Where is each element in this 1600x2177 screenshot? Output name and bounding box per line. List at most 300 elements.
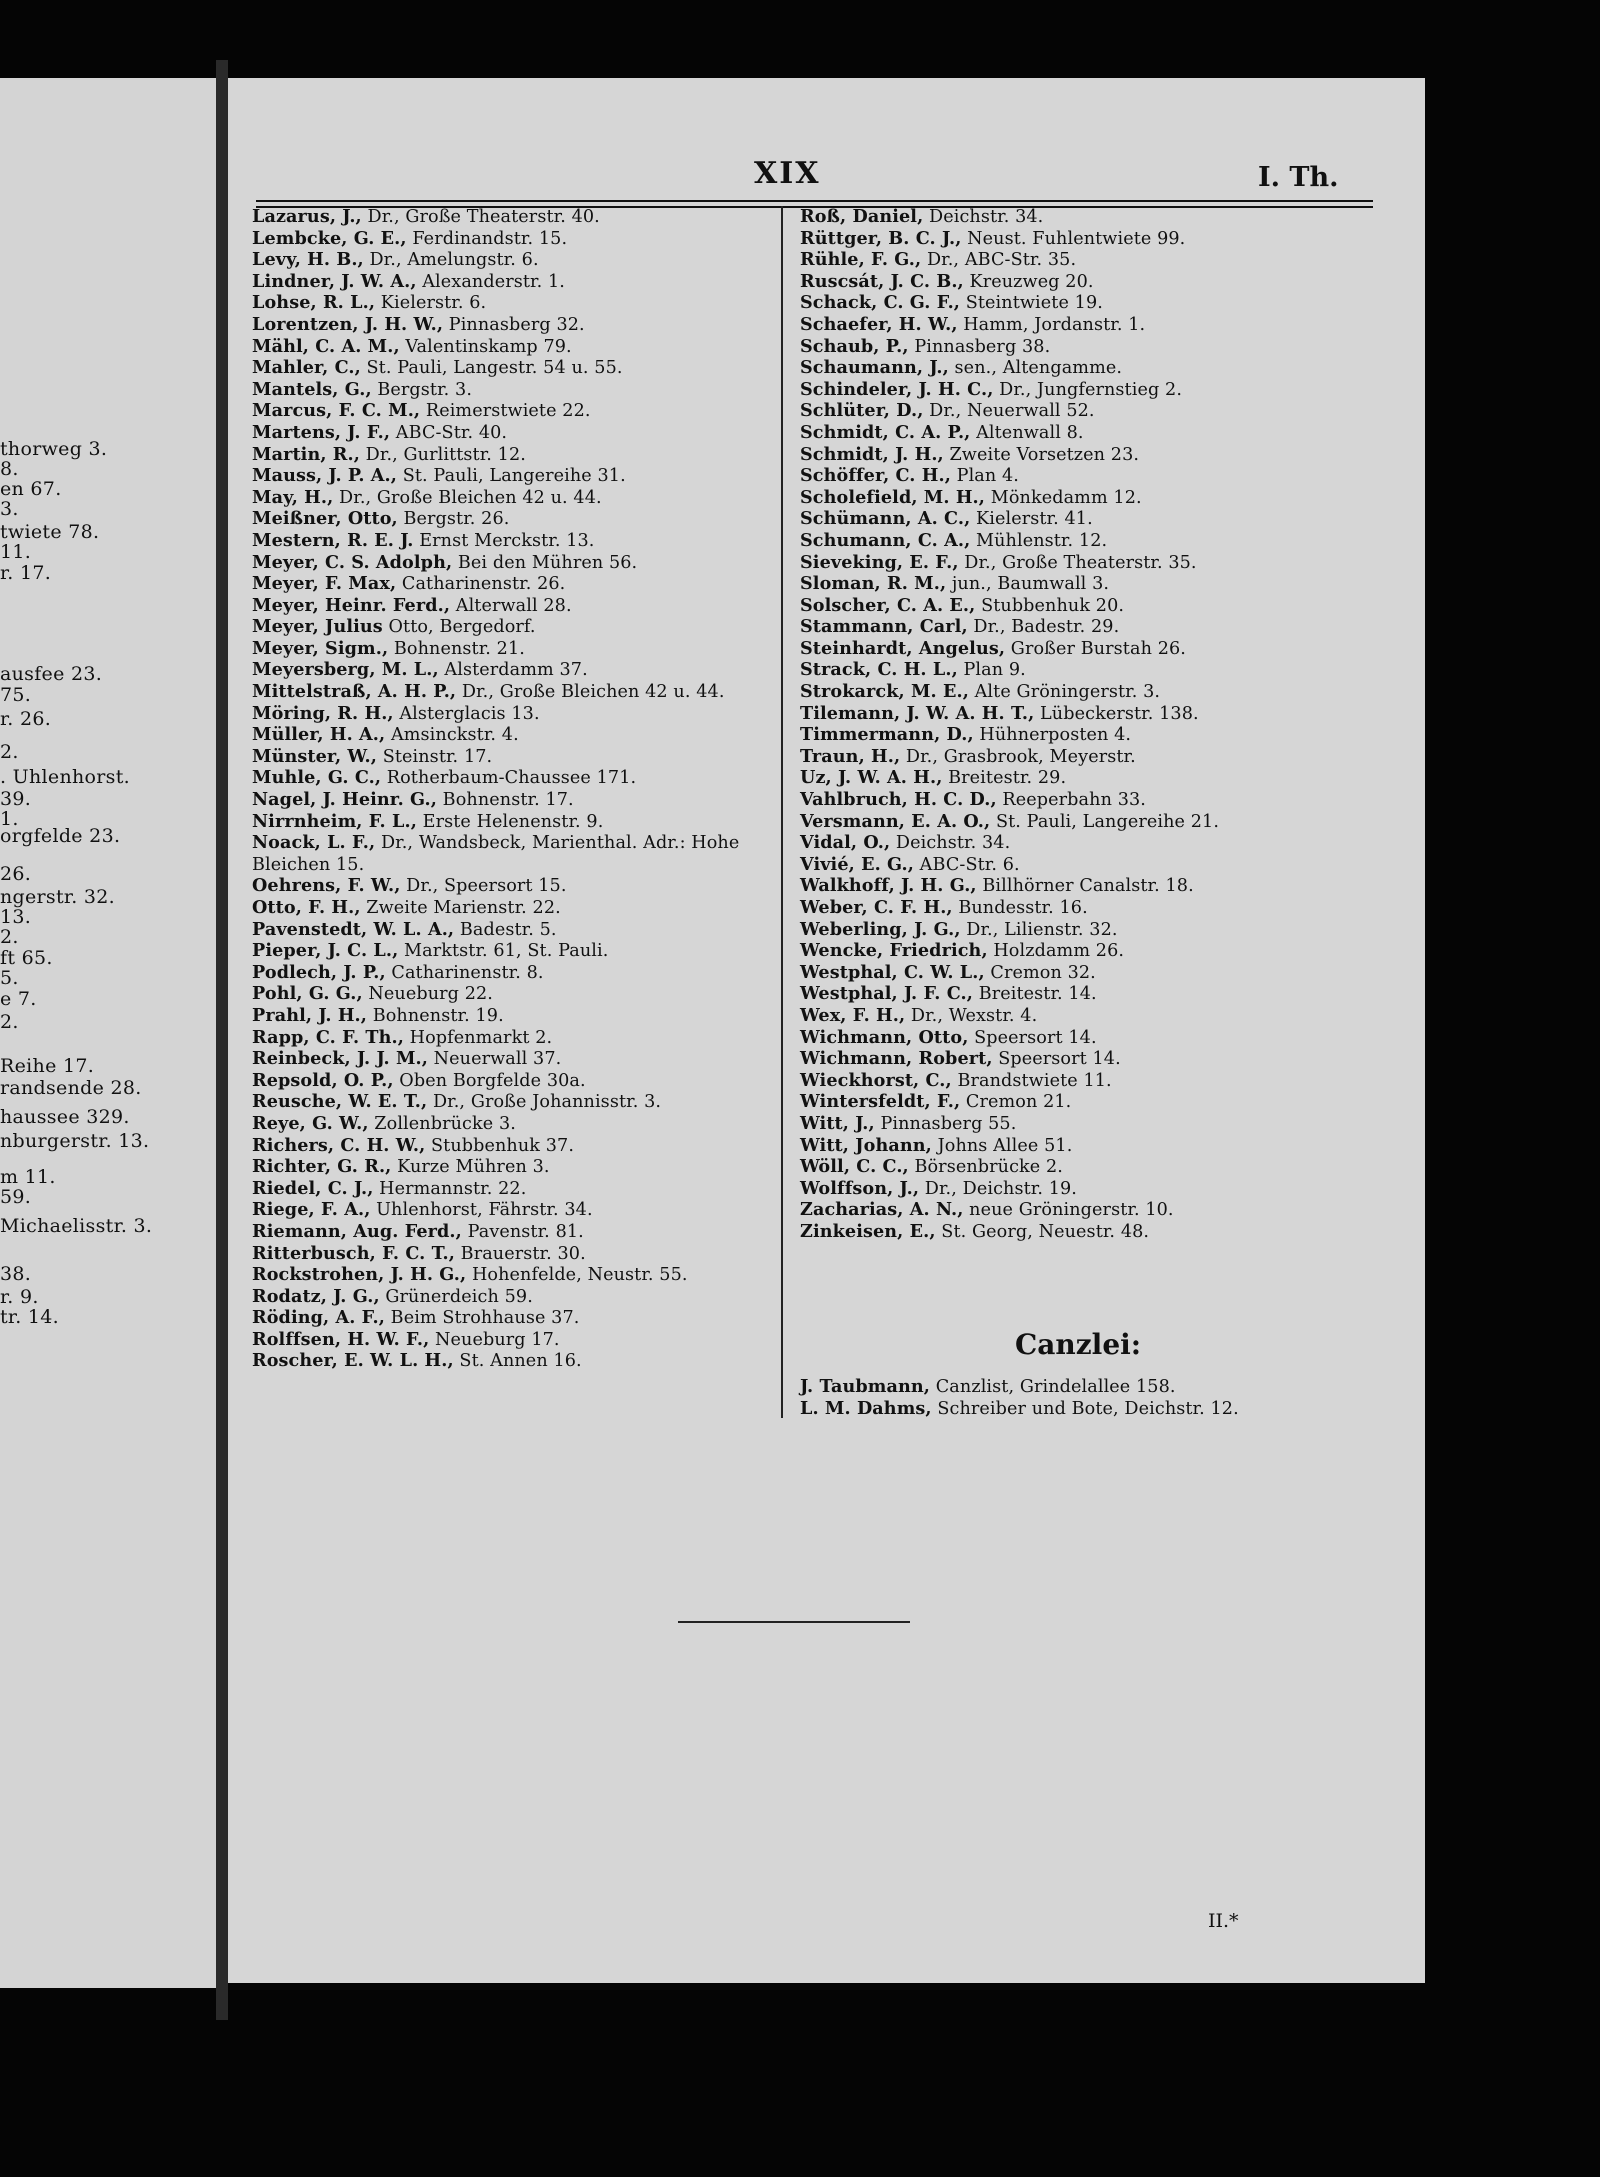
entry-address: Plan 4. <box>950 466 1019 487</box>
entry-address: Breitestr. 14. <box>973 984 1097 1005</box>
entry-address: Valentinskamp 79. <box>399 336 572 357</box>
directory-entry <box>252 1286 777 1308</box>
entry-address: Zollenbrücke 3. <box>368 1113 516 1134</box>
directory-entry <box>800 1156 1400 1178</box>
directory-entry <box>252 573 777 595</box>
directory-entry <box>252 595 777 617</box>
entry-address: Rotherbaum-Chaussee 171. <box>381 768 637 789</box>
directory-entry <box>800 983 1400 1005</box>
adjacent-page-text: twiete 78. <box>0 521 100 543</box>
entry-name: Reye, G. W., <box>252 1112 369 1134</box>
entry-name: Schindeler, J. H. C., <box>800 378 994 400</box>
adjacent-page-text: r. 17. <box>0 562 52 584</box>
directory-entry <box>252 1243 777 1265</box>
directory-entry <box>252 897 777 919</box>
directory-entry <box>252 616 777 638</box>
directory-entry <box>800 336 1400 358</box>
entry-name: J. Taubmann, <box>800 1376 931 1397</box>
entry-address: Bundesstr. 16. <box>952 898 1088 918</box>
entry-name: Wichmann, Robert, <box>800 1048 993 1070</box>
entry-address: Börsenbrücke 2. <box>908 1157 1063 1178</box>
adjacent-page-text: 2. <box>0 926 19 948</box>
entry-name: Müller, H. A., <box>252 724 386 746</box>
entry-name: Meyersberg, M. L., <box>252 659 439 681</box>
directory-entry <box>800 875 1400 897</box>
entry-address: Johns Allee 51. <box>931 1135 1073 1156</box>
directory-entry <box>252 487 777 509</box>
entry-address: ABC-Str. 6. <box>913 854 1020 875</box>
entry-name: Reusche, W. E. T., <box>252 1091 428 1113</box>
entry-address: Mühlenstr. 12. <box>970 530 1108 551</box>
entry-name: Meyer, F. Max, <box>252 573 397 595</box>
directory-entry <box>252 1005 777 1027</box>
directory-entry <box>252 228 777 250</box>
entry-name: Muhle, G. C., <box>252 767 382 789</box>
adjacent-page-text: ngerstr. 32. <box>0 886 116 908</box>
directory-entry <box>252 659 777 681</box>
entry-address: Hühnerposten 4. <box>973 725 1132 746</box>
directory-entry <box>800 703 1400 725</box>
entry-name: Meyer, C. S. Adolph, <box>252 551 453 573</box>
directory-entry <box>252 1135 777 1157</box>
entry-name: Meyer, Heinr. Ferd., <box>252 594 451 616</box>
entry-name: Westphal, J. F. C., <box>800 983 973 1005</box>
entry-name: Schümann, A. C., <box>800 508 971 530</box>
directory-entry <box>800 940 1400 962</box>
entry-name: Richter, G. R., <box>252 1156 392 1178</box>
directory-entry <box>252 357 777 379</box>
entry-address: Reeperbahn 33. <box>996 790 1146 811</box>
entry-address: Cremon 21. <box>960 1092 1072 1113</box>
entry-name: Wintersfeldt, F., <box>800 1091 961 1113</box>
entry-name: Nirrnheim, F. L., <box>252 810 417 832</box>
directory-entry <box>800 1048 1400 1070</box>
directory-entry <box>800 1135 1400 1157</box>
directory-entry <box>800 1398 1420 1420</box>
directory-entry <box>252 832 777 875</box>
entry-address: Zweite Vorsetzen 23. <box>943 444 1140 465</box>
entry-name: Vivié, E. G., <box>800 853 914 875</box>
directory-entry <box>800 1178 1400 1200</box>
entry-address: Dr., Neuerwall 52. <box>923 401 1095 422</box>
entry-name: Pohl, G. G., <box>252 983 363 1005</box>
entry-name: Pavenstedt, W. L. A., <box>252 918 455 940</box>
entry-name: Lembcke, G. E., <box>252 227 407 249</box>
directory-entry <box>252 1113 777 1135</box>
entry-address: Plan 9. <box>957 660 1026 681</box>
entry-address: ABC-Str. 40. <box>390 422 508 443</box>
entry-address: Kielerstr. 6. <box>375 293 487 314</box>
directory-entry <box>252 508 777 530</box>
entry-address: Steinstr. 17. <box>377 746 493 767</box>
directory-entry <box>800 444 1400 466</box>
entry-address: Neueburg 22. <box>362 984 493 1005</box>
entry-address: Stubbenhuk 37. <box>425 1135 575 1156</box>
adjacent-page-text: en 67. <box>0 478 62 500</box>
adjacent-page-text: Reihe 17. <box>0 1055 95 1077</box>
entry-name: Prahl, J. H., <box>252 1004 368 1026</box>
entry-address: Oben Borgfelde 30a. <box>393 1070 586 1091</box>
directory-entry <box>800 422 1400 444</box>
entry-name: Schmidt, J. H., <box>800 443 944 465</box>
entry-name: Schmidt, C. A. P., <box>800 421 971 443</box>
directory-entry <box>252 746 777 768</box>
directory-entry <box>252 638 777 660</box>
entry-name: Weber, C. F. H., <box>800 897 953 918</box>
directory-entry <box>800 530 1400 552</box>
entry-name: Ruscsát, J. C. B., <box>800 270 964 292</box>
directory-entry <box>252 444 777 466</box>
entry-name: Lazarus, J., <box>252 206 362 227</box>
adjacent-page-text: m 11. <box>0 1166 56 1188</box>
entry-address: Alte Gröningerstr. 3. <box>968 682 1161 703</box>
directory-entry <box>252 206 777 228</box>
entry-name: Nagel, J. Heinr. G., <box>252 789 437 811</box>
entry-address: Hamm, Jordanstr. 1. <box>957 314 1146 335</box>
directory-entry <box>800 962 1400 984</box>
adjacent-page-text: e 7. <box>0 988 37 1010</box>
entry-name: Walkhoff, J. H. G., <box>800 875 977 897</box>
directory-entry <box>800 1070 1400 1092</box>
entry-address: Reimerstwiete 22. <box>420 401 591 422</box>
entry-name: Mantels, G., <box>252 378 372 400</box>
directory-entry <box>252 875 777 897</box>
entry-name: Rolffsen, H. W. F., <box>252 1328 430 1350</box>
directory-entry <box>800 919 1400 941</box>
directory-entry <box>800 616 1400 638</box>
entry-address: St. Pauli, Langestr. 54 u. 55. <box>360 358 623 379</box>
directory-entry <box>800 724 1400 746</box>
entry-name: Wieckhorst, C., <box>800 1069 952 1091</box>
directory-entry <box>252 1178 777 1200</box>
entry-address: Ernst Merckstr. 13. <box>413 530 595 551</box>
entry-name: Podlech, J. P., <box>252 961 386 983</box>
entry-name: Martens, J. F., <box>252 421 391 443</box>
entry-name: Tilemann, J. W. A. H. T., <box>800 702 1035 724</box>
entry-address: Dr., Lilienstr. 32. <box>960 919 1118 940</box>
entry-name: Solscher, C. A. E., <box>800 594 976 616</box>
directory-entry <box>252 314 777 336</box>
entry-address: Canzlist, Grindelallee 158. <box>930 1377 1176 1397</box>
entry-address: Alsterdamm 37. <box>438 660 588 681</box>
entry-address: Dr., Große Theaterstr. 40. <box>361 207 600 227</box>
adjacent-page-text: r. 9. <box>0 1286 39 1308</box>
entry-address: Dr., ABC-Str. 35. <box>921 250 1077 271</box>
directory-entry <box>800 767 1400 789</box>
entry-name: Zinkeisen, E., <box>800 1220 936 1242</box>
entry-address: St. Annen 16. <box>453 1351 582 1372</box>
entry-name: Strokarck, M. E., <box>800 681 969 703</box>
entry-name: Schlüter, D., <box>800 400 924 422</box>
adjacent-page-text: tr. 14. <box>0 1306 60 1328</box>
adjacent-page-text: 1. <box>0 808 19 830</box>
entry-name: Witt, Johann, <box>800 1134 932 1156</box>
adjacent-page-text: Michaelisstr. 3. <box>0 1215 153 1237</box>
entry-name: Vidal, O., <box>800 832 891 854</box>
entry-address: Alterwall 28. <box>450 595 572 616</box>
entry-address: Dr., Jungfernstieg 2. <box>993 379 1183 400</box>
entry-name: Lorentzen, J. H. W., <box>252 313 444 335</box>
directory-entry <box>252 1048 777 1070</box>
directory-entry <box>800 897 1400 919</box>
directory-entry <box>800 1199 1400 1221</box>
entry-address: Brandstwiete 11. <box>951 1070 1112 1091</box>
entry-name: Oehrens, F. W., <box>252 875 401 897</box>
entry-name: Reinbeck, J. J. M., <box>252 1048 428 1070</box>
directory-entry <box>252 1221 777 1243</box>
entry-name: Wolffson, J., <box>800 1177 920 1199</box>
entry-address: Großer Burstah 26. <box>1005 638 1186 659</box>
entry-name: Sloman, R. M., <box>800 573 947 595</box>
entry-name: Weberling, J. G., <box>800 918 961 940</box>
directory-entry <box>800 1027 1400 1049</box>
entry-name: Schack, C. G. F., <box>800 292 961 314</box>
entry-address: Badestr. 5. <box>454 919 557 940</box>
entry-name: Witt, J., <box>800 1112 875 1134</box>
entry-name: Zacharias, A. N., <box>800 1199 964 1221</box>
entry-address: Hohenfelde, Neustr. 55. <box>466 1265 688 1286</box>
adjacent-page-text: randsende 28. <box>0 1077 142 1099</box>
entry-address: Catharinenstr. 26. <box>396 574 566 595</box>
entry-address: Breitestr. 29. <box>942 768 1067 789</box>
right-column <box>800 206 1400 1243</box>
entry-name: Noack, L. F., <box>252 832 376 854</box>
entry-address: Brauerstr. 30. <box>454 1243 586 1264</box>
entry-name: Pieper, J. C. L., <box>252 940 399 962</box>
directory-entry <box>252 1027 777 1049</box>
signature-mark: II.* <box>1208 1910 1239 1932</box>
directory-entry <box>800 1113 1400 1135</box>
directory-entry <box>252 1350 777 1372</box>
directory-entry <box>800 573 1400 595</box>
entry-name: May, H., <box>252 486 334 508</box>
entry-address: Alexanderstr. 1. <box>416 271 565 292</box>
directory-entry <box>800 292 1400 314</box>
entry-name: Vahlbruch, H. C. D., <box>800 789 997 811</box>
entry-address: Dr., Speersort 15. <box>400 876 567 897</box>
adjacent-page-edge <box>0 78 216 1988</box>
directory-entry <box>800 659 1400 681</box>
directory-entry <box>800 379 1400 401</box>
entry-name: Schaub, P., <box>800 335 909 357</box>
directory-entry <box>800 552 1400 574</box>
directory-entry <box>800 508 1400 530</box>
entry-name: Mestern, R. E. J. <box>252 529 414 551</box>
entry-name: Scholefield, M. H., <box>800 486 986 508</box>
entry-address: Stubbenhuk 20. <box>975 595 1125 616</box>
entry-name: Wex, F. H., <box>800 1004 906 1026</box>
entry-address: Bergstr. 3. <box>371 379 473 400</box>
entry-address: jun., Baumwall 3. <box>946 574 1110 595</box>
entry-name: Rapp, C. F. Th., <box>252 1026 404 1048</box>
entry-name: Lohse, R. L., <box>252 292 376 314</box>
adjacent-page-text: . Uhlenhorst. <box>0 766 130 788</box>
entry-address: Hermannstr. 22. <box>373 1178 527 1199</box>
entry-name: Schaefer, H. W., <box>800 313 958 335</box>
entry-address: Dr., Deichstr. 19. <box>919 1178 1078 1199</box>
entry-address: Billhörner Canalstr. 18. <box>976 876 1194 897</box>
directory-entry <box>252 703 777 725</box>
entry-name: Wencke, Friedrich, <box>800 940 988 962</box>
entry-name: L. M. Dahms, <box>800 1397 932 1419</box>
entry-name: Richers, C. H. W., <box>252 1134 426 1156</box>
directory-entry <box>800 465 1400 487</box>
entry-address: Dr., Grasbrook, Meyerstr. <box>900 746 1136 767</box>
entry-name: Levy, H. B., <box>252 249 364 271</box>
entry-name: Rockstrohen, J. H. G., <box>252 1264 467 1286</box>
directory-entry <box>800 228 1400 250</box>
entry-address: Dr., Wandsbeck, Marienthal. Adr.: Hohe Bleichen 15. <box>252 833 740 875</box>
entry-name: Westphal, C. W. L., <box>800 961 985 983</box>
entry-name: Wichmann, Otto, <box>800 1026 969 1048</box>
section-label: I. Th. <box>1258 162 1339 193</box>
directory-entry <box>800 1376 1420 1398</box>
directory-entry <box>800 249 1400 271</box>
entry-name: Mittelstraß, A. H. P., <box>252 681 457 703</box>
entry-address: Bohnenstr. 19. <box>367 1005 504 1026</box>
entry-address: Dr., Wexstr. 4. <box>905 1005 1038 1026</box>
entry-address: St. Pauli, Langereihe 21. <box>990 811 1220 832</box>
directory-entry <box>252 530 777 552</box>
directory-entry <box>252 400 777 422</box>
entry-address: Marktstr. 61, St. Pauli. <box>398 941 609 962</box>
adjacent-page-text: 13. <box>0 906 32 928</box>
kanzlei-heading: Canzlei: <box>1015 1328 1142 1361</box>
column-divider <box>781 206 783 1418</box>
directory-entry <box>800 400 1400 422</box>
entry-name: Marcus, F. C. M., <box>252 400 421 422</box>
directory-entry <box>800 1091 1400 1113</box>
entry-address: Beim Strohhause 37. <box>384 1308 580 1329</box>
entry-address: Neust. Fuhlentwiete 99. <box>961 228 1186 249</box>
directory-entry <box>252 983 777 1005</box>
entry-name: Otto, F. H., <box>252 897 361 918</box>
entry-address: Bergstr. 26. <box>397 509 510 530</box>
adjacent-page-text: 75. <box>0 684 32 706</box>
directory-entry <box>800 1005 1400 1027</box>
entry-address: Catharinenstr. 8. <box>385 962 544 983</box>
entry-address: Holzdamm 26. <box>987 941 1125 962</box>
directory-entry <box>252 271 777 293</box>
adjacent-page-text: thorweg 3. <box>0 438 108 460</box>
directory-entry <box>252 1329 777 1351</box>
entry-address: Dr., Große Theaterstr. 35. <box>958 552 1197 573</box>
entry-name: Sieveking, E. F., <box>800 551 959 573</box>
directory-entry <box>252 811 777 833</box>
adjacent-page-text: 39. <box>0 788 32 810</box>
entry-address: Uhlenhorst, Fährstr. 34. <box>370 1200 593 1221</box>
entry-name: Riege, F. A., <box>252 1199 371 1221</box>
directory-entry <box>800 1221 1400 1243</box>
book-gutter <box>216 60 228 2020</box>
entry-address: Alsterglacis 13. <box>393 703 540 724</box>
entry-address: Mönkedamm 12. <box>985 487 1142 508</box>
directory-entry <box>800 638 1400 660</box>
directory-entry <box>252 919 777 941</box>
entry-name: Röding, A. F., <box>252 1307 385 1329</box>
directory-entry <box>252 336 777 358</box>
entry-name: Strack, C. H. L., <box>800 659 958 681</box>
entry-address: Kielerstr. 41. <box>970 509 1093 530</box>
adjacent-page-text: ft 65. <box>0 947 53 969</box>
entry-name: Rüttger, B. C. J., <box>800 227 962 249</box>
directory-entry <box>252 1156 777 1178</box>
directory-entry <box>252 1070 777 1092</box>
entry-address: St. Georg, Neuestr. 48. <box>935 1221 1150 1242</box>
adjacent-page-text: 11. <box>0 541 32 563</box>
entry-name: Roscher, E. W. L. H., <box>252 1350 454 1372</box>
directory-entry <box>252 724 777 746</box>
entry-address: Amsinckstr. 4. <box>385 725 519 746</box>
adjacent-page-text: orgfelde 23. <box>0 825 121 847</box>
entry-name: Roß, Daniel, <box>800 206 924 227</box>
entry-name: Wöll, C. C., <box>800 1156 909 1178</box>
entry-address: Zweite Marienstr. 22. <box>360 898 561 918</box>
entry-address: Steintwiete 19. <box>960 293 1103 314</box>
directory-entry <box>252 962 777 984</box>
entry-name: Martin, R., <box>252 443 360 465</box>
entry-name: Mauss, J. P. A., <box>252 465 398 487</box>
adjacent-page-text: haussee 329. <box>0 1106 130 1128</box>
directory-entry <box>800 854 1400 876</box>
entry-address: Bohnenstr. 21. <box>388 638 525 659</box>
entry-address: Schreiber und Bote, Deichstr. 12. <box>931 1398 1239 1419</box>
entry-name: Rühle, F. G., <box>800 249 922 271</box>
directory-entry <box>252 767 777 789</box>
directory-entry <box>800 487 1400 509</box>
entry-address: Ferdinandstr. 15. <box>406 228 568 249</box>
adjacent-page-text: nburgerstr. 13. <box>0 1130 150 1152</box>
directory-entry <box>252 1264 777 1286</box>
directory-entry <box>252 465 777 487</box>
entry-name: Ritterbusch, F. C. T., <box>252 1242 455 1264</box>
entry-address: Cremon 32. <box>984 962 1096 983</box>
entry-address: Otto, Bergedorf. <box>382 617 536 638</box>
entry-address: Dr., Große Johannisstr. 3. <box>427 1092 662 1113</box>
entry-name: Versmann, E. A. O., <box>800 810 991 832</box>
entry-address: Dr., Amelungstr. 6. <box>363 250 539 271</box>
entry-address: Lübeckerstr. 138. <box>1034 703 1199 724</box>
entry-name: Timmermann, D., <box>800 724 974 746</box>
entry-address: sen., Altengamme. <box>948 358 1123 379</box>
entry-name: Riedel, C. J., <box>252 1177 374 1199</box>
entry-name: Repsold, O. P., <box>252 1069 394 1091</box>
entry-name: Stammann, Carl, <box>800 616 968 638</box>
directory-entry <box>252 1091 777 1113</box>
directory-entry <box>252 1307 777 1329</box>
directory-entry <box>252 552 777 574</box>
entry-name: Meyer, Sigm., <box>252 637 389 659</box>
directory-entry <box>252 681 777 703</box>
directory-entry <box>800 832 1400 854</box>
left-column <box>252 206 777 1372</box>
entry-address: Pavenstr. 81. <box>461 1221 584 1242</box>
entry-name: Uz, J. W. A. H., <box>800 767 943 789</box>
directory-entry <box>800 357 1400 379</box>
entry-address: Erste Helenenstr. 9. <box>416 811 604 832</box>
directory-entry <box>800 681 1400 703</box>
entry-name: Möring, R. H., <box>252 702 394 724</box>
entry-address: Pinnasberg 55. <box>874 1113 1017 1134</box>
entry-address: Altenwall 8. <box>970 422 1084 443</box>
page-number: XIX <box>754 156 821 191</box>
adjacent-page-text: r. 26. <box>0 708 52 730</box>
adjacent-page-text: 8. <box>0 458 19 480</box>
directory-entry <box>252 940 777 962</box>
directory-entry <box>252 422 777 444</box>
adjacent-page-text: 2. <box>0 1011 19 1033</box>
entry-address: neue Gröningerstr. 10. <box>963 1200 1174 1221</box>
